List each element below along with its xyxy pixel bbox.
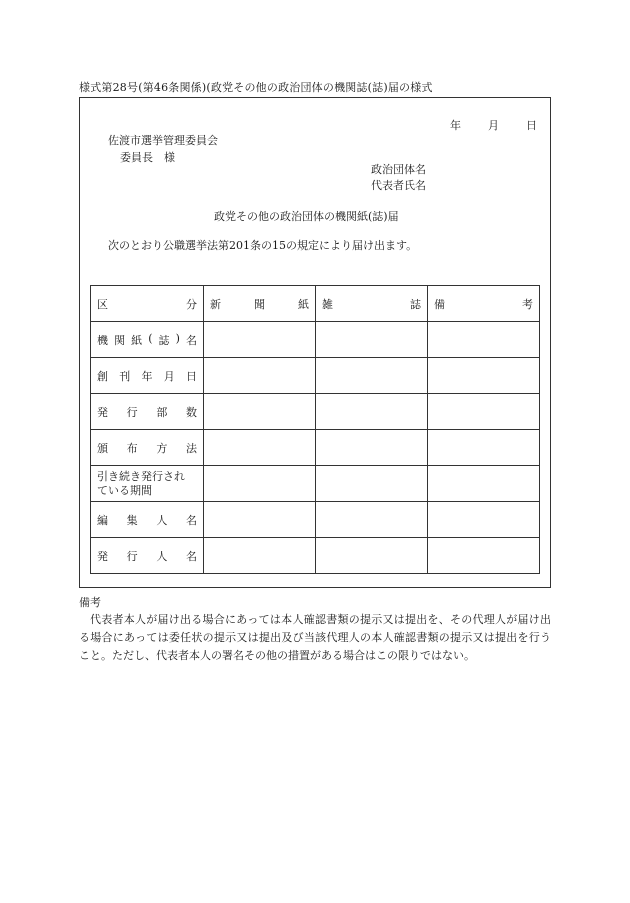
row-label-char: 行 [126, 549, 138, 563]
row-label-line: ている期間 [97, 483, 152, 497]
magazine-entry-cell[interactable] [316, 466, 428, 502]
org-name-label: 政治団体名 [371, 163, 426, 176]
row-label-distribution-method [91, 430, 204, 466]
row-label-char: 刊 [119, 369, 131, 383]
row-label-char: 関 [114, 333, 126, 347]
form-number-heading: 様式第28号(第46条関係)(政党その他の政治団体の機関誌(誌)届の様式 [79, 81, 433, 94]
row-label-char: 数 [185, 405, 197, 419]
table-row [91, 538, 540, 574]
newspaper-entry-cell[interactable] [204, 502, 316, 538]
row-label-char: 日 [186, 369, 197, 383]
statement-text: 次のとおり公職選挙法第201条の15の規定により届け出ます。 [108, 239, 418, 252]
year-label: 年 [450, 119, 461, 132]
magazine-entry-cell[interactable] [316, 538, 428, 574]
magazine-entry-cell[interactable] [316, 358, 428, 394]
row-label-char: 月 [163, 369, 175, 383]
row-label-circulation [91, 394, 204, 430]
row-label-char: 行 [126, 405, 138, 419]
header-remarks-char: 考 [522, 297, 533, 311]
header-magazine-char: 雑 [322, 297, 333, 311]
newspaper-entry-cell[interactable] [204, 322, 316, 358]
row-label-char: 方 [156, 441, 168, 455]
row-label-char: 紙 [131, 333, 143, 347]
row-label-first-issue-date [91, 358, 204, 394]
magazine-entry-cell[interactable] [316, 322, 428, 358]
row-label-continuous-period [91, 466, 204, 502]
remarks-entry-cell[interactable] [428, 466, 540, 502]
registration-table [90, 285, 540, 574]
table-row [91, 466, 540, 502]
remarks-entry-cell[interactable] [428, 358, 540, 394]
rep-name-label: 代表者氏名 [371, 179, 426, 192]
row-label-char: 人 [156, 549, 168, 563]
document-title: 政党その他の政治団体の機関紙(誌)届 [214, 210, 399, 223]
row-label-char: 法 [185, 441, 197, 455]
row-label-char: 頒 [97, 441, 108, 455]
row-label-char: 名 [185, 333, 197, 347]
notes-heading: 備考 [79, 596, 101, 609]
notes-body: 代表者本人が届け出る場合にあっては本人確認書類の提示又は提出を、その代理人が届け出る場合にあっては委任状の提示又は提出及び当該代理人の本人確認書類の提示又は提出を行うこと。ただし、代表者本人の署名その他の措置がある場合はこの限りではない。 [79, 613, 551, 662]
row-label-char: 布 [126, 441, 138, 455]
row-label-char: 創 [97, 369, 108, 383]
applicant-block [371, 162, 426, 194]
magazine-entry-cell[interactable] [316, 394, 428, 430]
chair-title: 委員長 様 [120, 151, 175, 164]
table-row [91, 394, 540, 430]
row-label-editor-name [91, 502, 204, 538]
row-label-char: ( [148, 331, 153, 345]
row-label-char: 編 [97, 513, 108, 527]
addressee-block [108, 132, 218, 166]
newspaper-entry-cell[interactable] [204, 466, 316, 502]
row-label-char: 集 [126, 513, 138, 527]
remarks-entry-cell[interactable] [428, 322, 540, 358]
header-category-char: 区 [97, 297, 108, 311]
committee-name: 佐渡市選挙管理委員会 [108, 134, 218, 147]
header-newspaper-char: 聞 [254, 297, 265, 311]
table-row [91, 430, 540, 466]
date-line [450, 117, 537, 133]
row-label-char: 名 [185, 549, 197, 563]
remarks-entry-cell[interactable] [428, 394, 540, 430]
header-magazine-cell [316, 286, 428, 322]
row-label-char: 年 [141, 369, 153, 383]
remarks-entry-cell[interactable] [428, 430, 540, 466]
row-label-char: 発 [97, 405, 108, 419]
magazine-entry-cell[interactable] [316, 430, 428, 466]
header-magazine-char: 誌 [410, 297, 421, 311]
row-label-char: 部 [156, 405, 168, 419]
newspaper-entry-cell[interactable] [204, 358, 316, 394]
row-label-char: 機 [97, 333, 108, 347]
remarks-entry-cell[interactable] [428, 502, 540, 538]
header-category-char: 分 [186, 297, 197, 311]
header-remarks-cell [428, 286, 540, 322]
row-label-char: 人 [156, 513, 168, 527]
row-label-publication-name [91, 322, 204, 358]
table-row [91, 322, 540, 358]
header-newspaper-cell [204, 286, 316, 322]
header-newspaper-char: 紙 [298, 297, 309, 311]
newspaper-entry-cell[interactable] [204, 538, 316, 574]
row-label-publisher-name [91, 538, 204, 574]
row-label-char: ) [175, 331, 180, 345]
header-category-cell [91, 286, 204, 322]
table-header-row [91, 286, 540, 322]
newspaper-entry-cell[interactable] [204, 394, 316, 430]
header-remarks-char: 備 [434, 297, 445, 311]
newspaper-entry-cell[interactable] [204, 430, 316, 466]
row-label-char: 名 [185, 513, 197, 527]
magazine-entry-cell[interactable] [316, 502, 428, 538]
day-label: 日 [526, 119, 537, 132]
header-newspaper-char: 新 [210, 297, 221, 311]
row-label-line: 引き続き発行され [97, 469, 185, 483]
table-row [91, 502, 540, 538]
row-label-char: 発 [97, 549, 108, 563]
table-row [91, 358, 540, 394]
month-label: 月 [488, 119, 499, 132]
remarks-entry-cell[interactable] [428, 538, 540, 574]
row-label-char: 誌 [158, 333, 170, 347]
